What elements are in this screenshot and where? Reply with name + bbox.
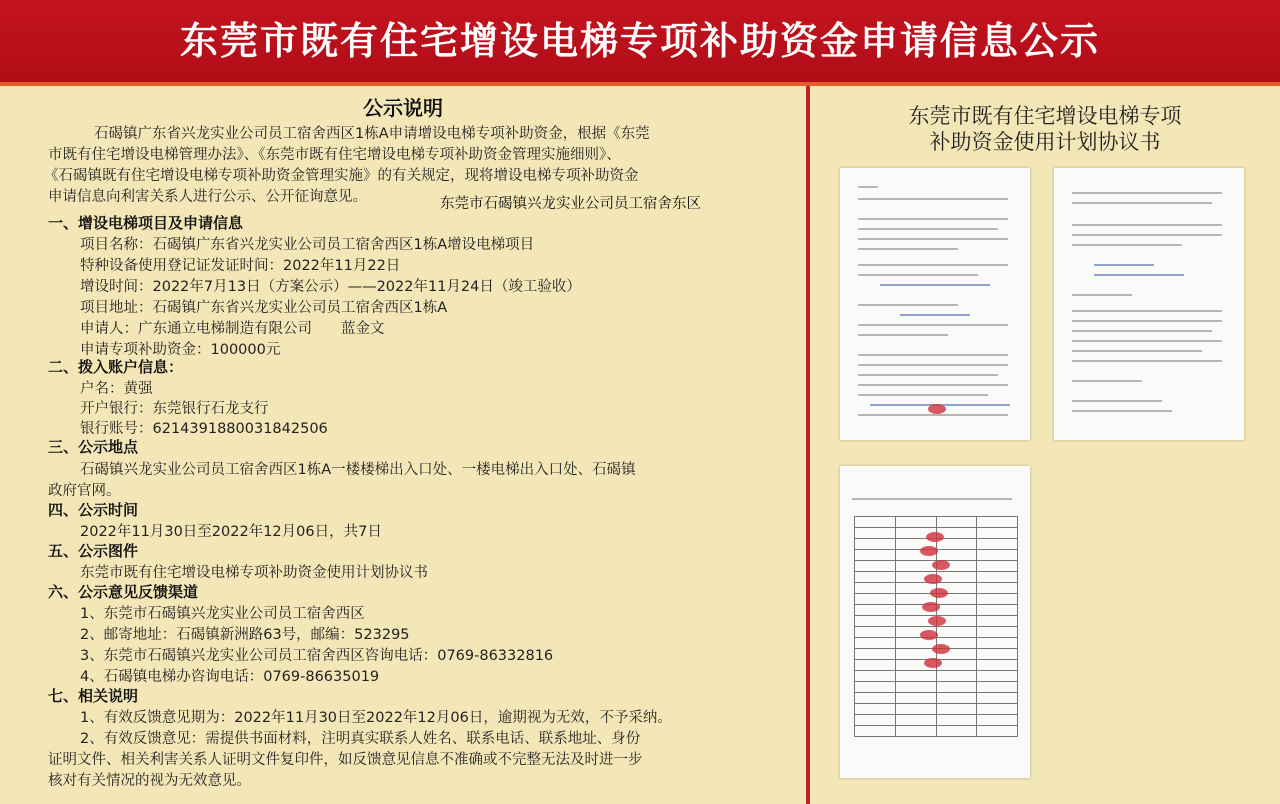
- section-line: 增设时间：2022年7月13日（方案公示）——2022年11月24日（竣工验收）: [80, 279, 581, 295]
- intro-line: 《石碣镇既有住宅增设电梯专项补助资金管理实施》的有关规定，现将增设电梯专项补助资金: [44, 168, 639, 184]
- notice-heading: 公示说明: [363, 96, 443, 120]
- agreement-title-line1: 东莞市既有住宅增设电梯专项: [908, 104, 1182, 128]
- section-line: 3、东莞市石碣镇兴龙实业公司员工宿舍西区咨询电话：0769-86332816: [80, 648, 554, 664]
- section-title: 二、拨入账户信息：: [48, 358, 184, 376]
- title-banner: [0, 0, 1280, 86]
- section-line: 石碣镇兴龙实业公司员工宿舍西区1栋A一楼楼梯出入口处、一楼电梯出入口处、石碣镇: [80, 462, 636, 478]
- section-title: 五、公示图件: [48, 542, 139, 560]
- section-line: 2、邮寄地址：石碣镇新洲路63号，邮编：523295: [80, 627, 410, 643]
- section-line: 东莞市既有住宅增设电梯专项补助资金使用计划协议书: [80, 565, 428, 581]
- section-title: 一、增设电梯项目及申请信息: [48, 214, 244, 232]
- agreement-panel: [810, 86, 1280, 804]
- section-title: 七、相关说明: [48, 687, 139, 705]
- agreement-page-1: [840, 168, 1030, 440]
- section-line: 户名：黄强: [80, 381, 153, 397]
- agreement-page-3: [840, 466, 1030, 778]
- section-line: 项目地址：石碣镇广东省兴龙实业公司员工宿舍西区1栋A: [80, 300, 448, 316]
- section-line: 银行账号：6214391880031842506: [80, 421, 328, 437]
- signer: 东莞市石碣镇兴龙实业公司员工宿舍东区: [440, 196, 701, 212]
- agreement-page-2: [1054, 168, 1244, 440]
- section-line: 2、有效反馈意见：需提供书面材料，注明真实联系人姓名、联系电话、联系地址、身份: [80, 731, 641, 747]
- intro-line: 石碣镇广东省兴龙实业公司员工宿舍西区1栋A申请增设电梯专项补助资金，根据《东莞: [94, 126, 650, 142]
- section-title: 三、公示地点: [48, 438, 139, 456]
- section-line: 核对有关情况的视为无效意见。: [48, 773, 251, 789]
- section-line: 1、有效反馈意见期为：2022年11月30日至2022年12月06日，逾期视为无效，不予采纳。: [80, 710, 672, 726]
- section-line: 申请专项补助资金：100000元: [80, 342, 281, 358]
- section-title: 六、公示意见反馈渠道: [48, 583, 199, 601]
- page-title: 东莞市既有住宅增设电梯专项补助资金申请信息公示: [179, 19, 1100, 63]
- section-line: 2022年11月30日至2022年12月06日，共7日: [80, 524, 382, 540]
- section-line: 1、东莞市石碣镇兴龙实业公司员工宿舍西区: [80, 606, 365, 622]
- section-line: 4、石碣镇电梯办咨询电话：0769-86635019: [80, 669, 380, 685]
- section-line: 项目名称：石碣镇广东省兴龙实业公司员工宿舍西区1栋A增设电梯项目: [80, 237, 535, 253]
- section-line: 特种设备使用登记证发证时间：2022年11月22日: [80, 258, 401, 274]
- section-line: 开户银行：东莞银行石龙支行: [80, 401, 269, 417]
- section-line: 证明文件、相关利害关系人证明文件复印件，如反馈意见信息不准确或不完整无法及时进一步: [48, 752, 643, 768]
- intro-line: 市既有住宅增设电梯管理办法》、《东莞市既有住宅增设电梯专项补助资金管理实施细则》、: [48, 147, 621, 163]
- agreement-title-line2: 补助资金使用计划协议书: [929, 130, 1161, 154]
- section-title: 四、公示时间: [48, 501, 139, 519]
- intro-line: 申请信息向利害关系人进行公示、公开征询意见。: [48, 189, 367, 205]
- section-line: 政府官网。: [48, 483, 121, 499]
- notice-panel: [0, 86, 806, 804]
- section-line: 申请人：广东通立电梯制造有限公司 蓝金文: [80, 321, 385, 337]
